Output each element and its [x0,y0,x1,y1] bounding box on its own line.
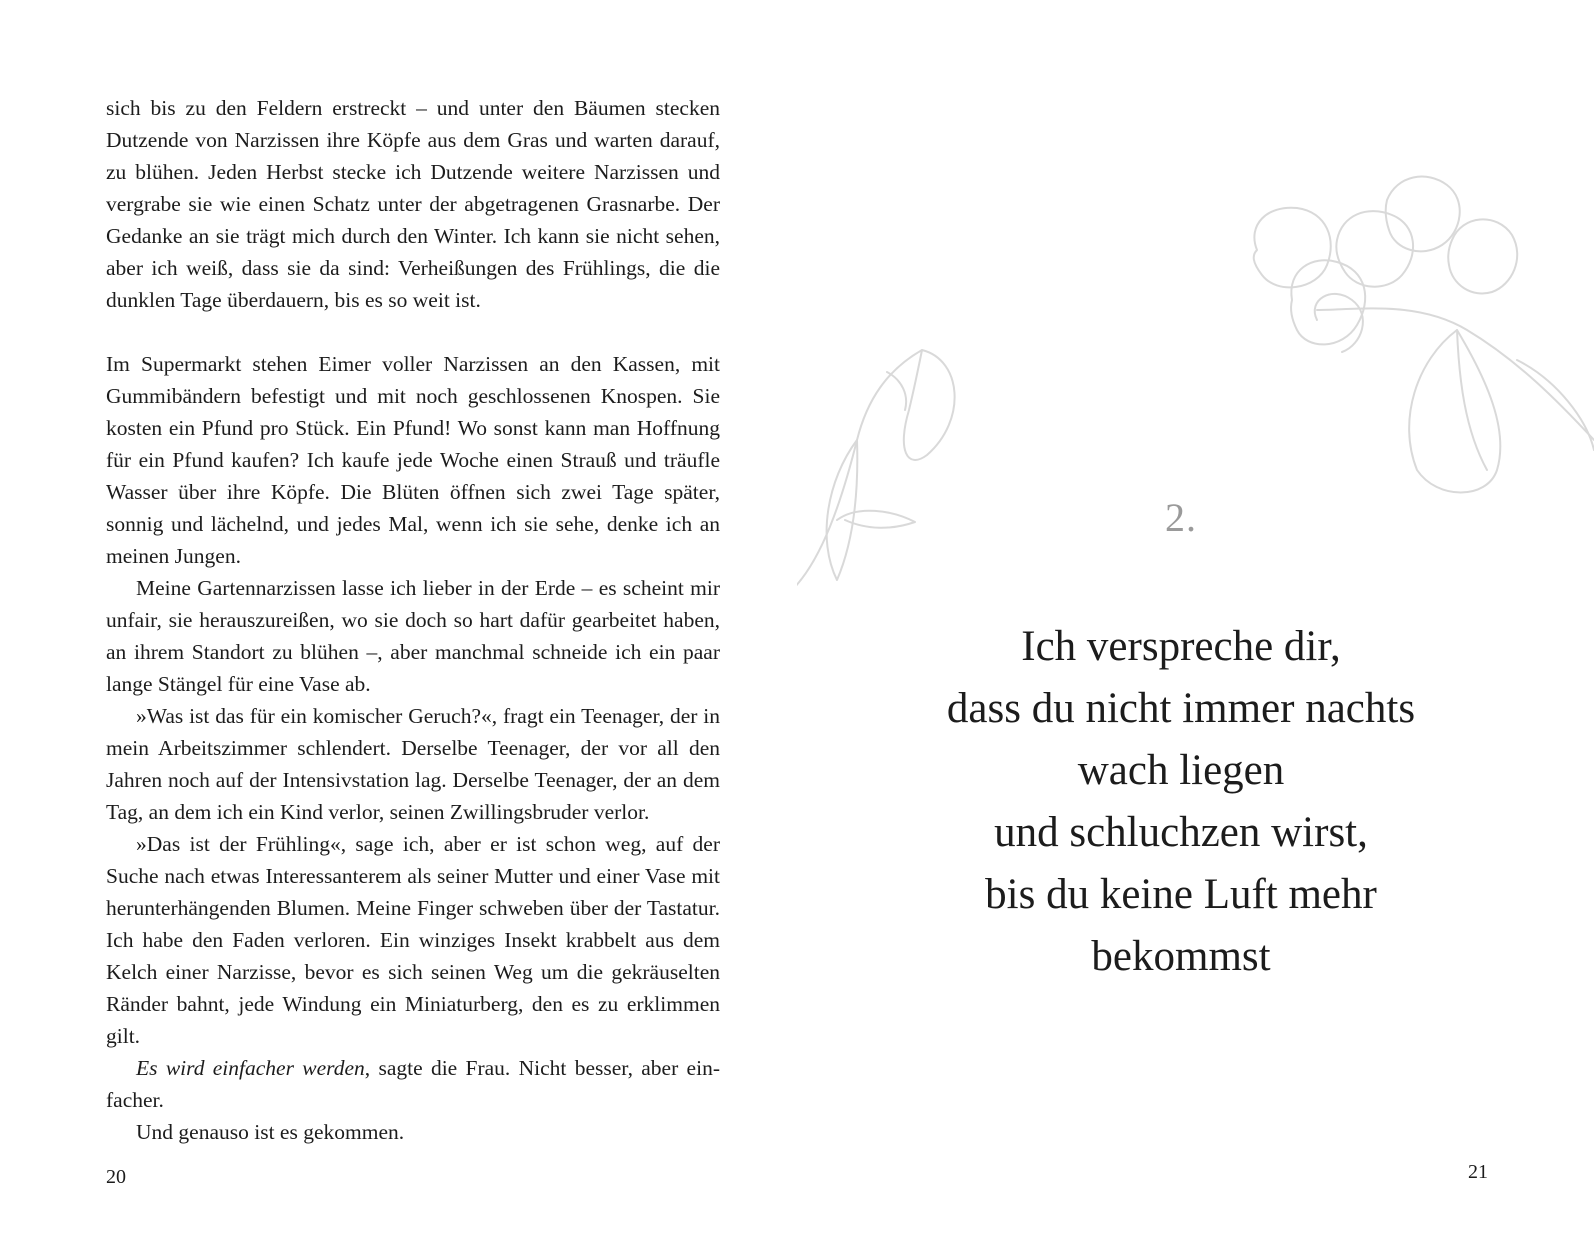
paragraph-1: sich bis zu den Feldern erstreckt – und unter den Bäumen stecken Dutzende von Narzissen ihre Köpfe aus dem Gras und warten darauf, zu blühen. Jeden Herbst stecke ich Dutzende weitere Narzissen und vergrabe sie wie einen Schatz unter der abgetragenen Grasnarbe. Der Gedanke an sie trägt mich durch den Winter. Ich kann sie nicht sehen, aber ich weiß, dass sie da sind: Verheißungen des Frühlings, die die dunklen Tage überdauern, bis es so weit ist. [106,96,720,312]
quote-line-3: wach liegen [1077,747,1285,794]
tulip-1-icon [1254,208,1331,288]
right-page [797,0,1594,1240]
stem-right-icon [1317,308,1594,440]
leaf-right-2-icon [1517,360,1594,450]
leaf-left-small-icon [887,372,906,410]
leaf-right-inner-icon [1457,330,1487,470]
chapter-number: 2. [1165,495,1197,540]
quote-line-6: bekommst [1091,933,1271,980]
paragraph-3: Meine Gartennarzissen lasse ich lieber in der Erde – es scheint mir unfair, sie herauszureißen, wo sie doch so hart dafür gearbeitet haben, an ihrem Standort zu blühen –, aber manchmal schneide ich ein paar lange Stängel für eine Vase ab. [106,576,720,696]
page-number-left: 20 [106,1166,126,1188]
paragraph-5: »Das ist der Frühling«, sage ich, aber er ist schon weg, auf der Suche nach etwas Interessanterem als seiner Mutter und einer Vase mit herunterhängenden Blumen. Meine Finger schweben über der Tastatur. Ich habe den Faden verloren. Ein winziges Insekt krabbelt aus dem Kelch einer Narzisse, bevor es sich seinen Weg um die gekräuselten Ränder bahnt, jede Windung ein Miniaturberg, den es zu erklimmen gilt. [106,832,720,1048]
chapter-quote [797,616,1565,988]
tulip-5-icon [1448,219,1517,293]
italic-quote: Es wird einfacher werden [136,1056,365,1080]
body-text [106,92,720,1148]
quote-line-4: und schluchzen wirst, [994,809,1368,856]
paragraph-4: »Was ist das für ein komischer Geruch?«, fragt ein Teenager, der in mein Arbeitszimmer schlendert. Derselbe Teenager, der vor all den Jahren noch auf der Intensivstation lag. Derselbe Teenager, der an dem Tag, an dem ich ein Kind verlor, seinen Zwillingsbruder verlor. [106,704,720,824]
quote-line-5: bis du keine Luft mehr [985,871,1377,918]
paragraph-2: Im Supermarkt stehen Eimer voller Narzissen an den Kassen, mit Gummibändern befestigt und mit noch geschlossenen Knospen. Sie kosten ein Pfund pro Stück. Ein Pfund! Wo sonst kann man Hoffnung für ein Pfund kaufen? Ich kaufe jede Woche einen Strauß und träufle Wasser über ihre Köpfe. Die Blüten öffnen sich zwei Tage später, sonnig und lächelnd, und jedes Mal, wenn ich sie sehe, denke ich an meinen Jungen. [106,352,720,568]
stem-left-icon [797,350,922,590]
tulip-4-icon [1386,177,1460,252]
paragraph-6 [106,1052,720,1116]
paragraph-7: Und genauso ist es gekommen. [136,1120,405,1144]
tulip-3-icon [1336,211,1413,287]
quote-line-1: Ich verspreche dir, [1021,623,1341,670]
leaf-left-upper-icon [904,350,955,460]
page-number-right: 21 [1468,1161,1488,1183]
quote-line-2: dass du nicht immer nachts [946,685,1416,732]
tulip-6-icon [1315,294,1363,352]
paragraph-6-text: , sagte die Frau. Nicht besser, aber einfacher. [106,1056,720,1112]
